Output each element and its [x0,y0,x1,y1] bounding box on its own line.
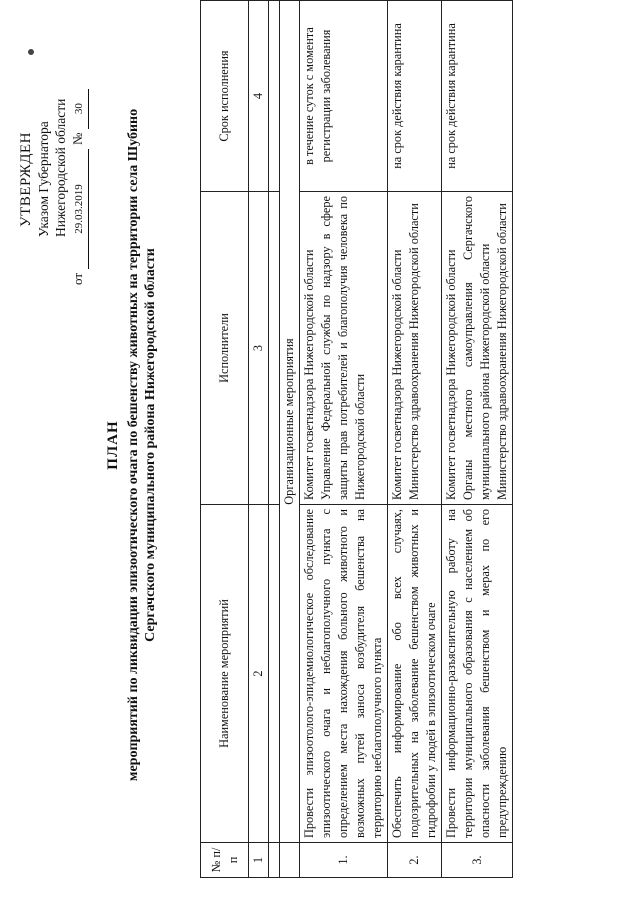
header-num: № п/п [201,843,249,878]
section-row [280,1,300,878]
column-number-row [249,1,269,878]
table-row [300,1,388,878]
header-deadline: Срок исполнения [201,1,249,192]
plan-table [200,0,513,878]
row-deadline: на срок действия карантина [388,1,442,192]
executor: Органы местного самоуправления Сергачского муниципального района Нижегородской области [461,196,492,500]
table-row [388,1,442,878]
spacer-row [269,1,280,878]
colnum-2: 2 [249,505,269,843]
colnum-1: 1 [249,843,269,878]
row-executors [300,192,388,505]
colnum-4: 4 [249,1,269,192]
row-number: 3. [442,843,513,878]
plan-title: ПЛАН [105,420,121,470]
plan-subtitle-2: Сергачского муниципального района Нижегородской области [143,248,158,642]
executor: Комитет госветнадзора Нижегородской области [302,249,316,500]
approval-line-1: Указом Губернатора [36,121,51,237]
table-row [442,1,513,878]
number-label: № [70,132,85,145]
row-measure: Провести эпизоотолого-эпидемиологическое обследование эпизоотического очага и неблагополучного пункта с определением места нахождения больного животного и возможных путей заноса возбудителя бешенства на территорию неблагополучного пункта [300,505,388,843]
row-deadline: на срок действия карантина [442,1,513,192]
header-measure: Наименование мероприятий [201,505,249,843]
row-executors [388,192,442,505]
section-title: Организационные мероприятия [280,1,300,843]
row-measure: Провести информационно-разъяснительную работу на территории муниципального образования с населением об опасности заболевания бешенством и мерах по его предупреждению [442,505,513,843]
row-measure: Обеспечить информирование обо всех случаях, подозрительных на заболевание бешенством животных и гидрофобии у людей в эпизоотическом очаге [388,505,442,843]
approval-line-2: Нижегородской области [53,98,68,237]
from-label: от [70,272,85,285]
approval-signature-line [69,15,89,285]
row-deadline: в течение суток с момента регистрации заболевания [300,1,388,192]
header-executors: Исполнители [201,192,249,505]
approval-heading: УТВЕРЖДЕН [18,132,34,227]
approval-date: 29.03.2019 [71,149,89,269]
title-block [105,45,159,845]
approval-number: 30 [71,89,89,129]
header-row [201,1,249,878]
executor: Комитет госветнадзора Нижегородской области [444,249,458,500]
row-number: 2. [388,843,442,878]
row-number: 1. [300,843,388,878]
executor: Министерство здравоохранения Нижегородской области [495,203,509,500]
plan-subtitle-1: мероприятий по ликвидации эпизоотического очага по бешенству животных на территории села Шубино [126,108,141,782]
executor: Управление Федеральной службы по надзору в сфере защиты прав потребителей и благополучия человека по Нижегородской области [319,196,367,500]
executor: Комитет госветнадзора Нижегородской области [390,249,404,500]
colnum-3: 3 [249,192,269,505]
approval-block [18,15,89,285]
row-executors [442,192,513,505]
executor: Министерство здравоохранения Нижегородской области [407,203,421,500]
